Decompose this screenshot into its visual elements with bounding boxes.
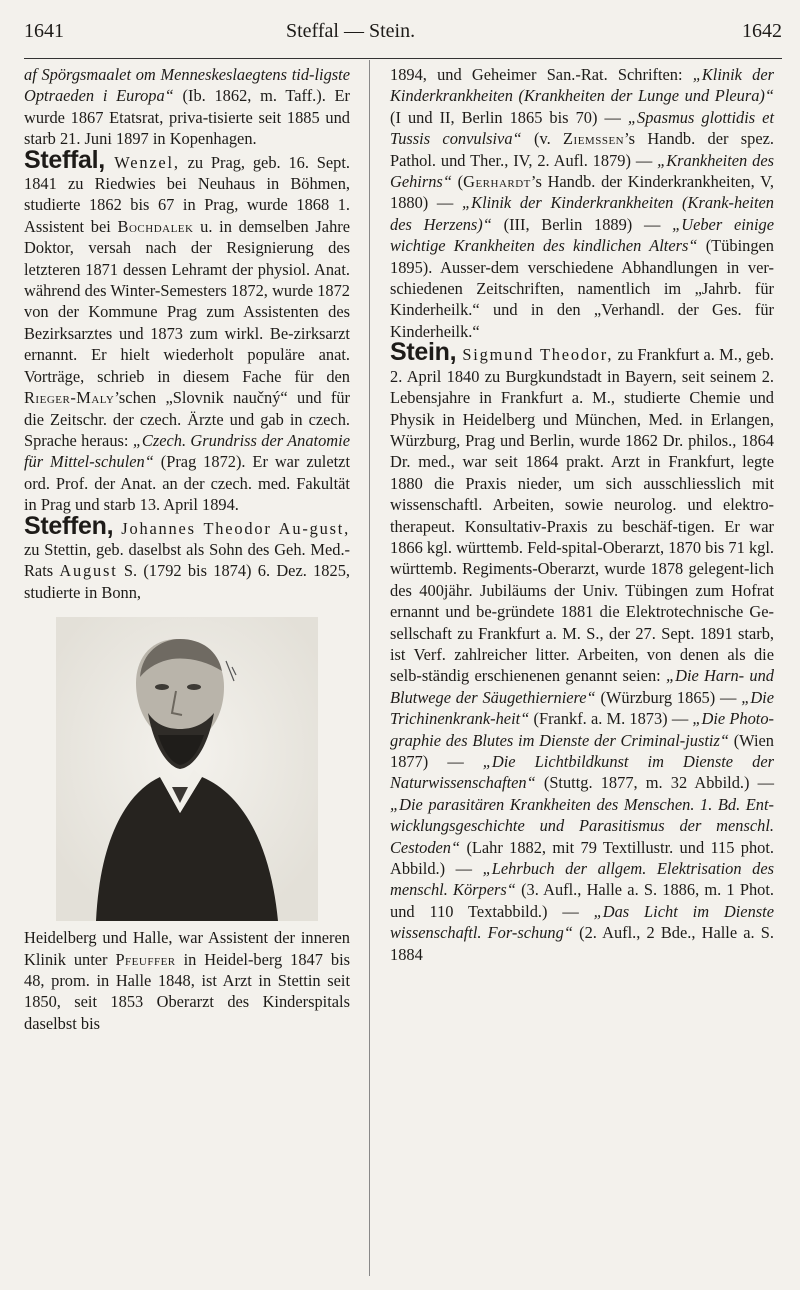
entry-steffen xyxy=(24,511,350,604)
entry-text: (Tübingen 1895). Ausser-dem verschiedene Abhandlungen in ver-schiedenen Zeitschriften, namentlich im „Jahrb. für Kinderheilk.“ und in den „Verhandl. der Ges. für Kinderheilk.“ xyxy=(390,236,775,341)
entry-text: (Frankf. a. M. 1873) — xyxy=(529,709,693,729)
work-title: „Die Trichinenkrank-heit“ xyxy=(390,687,774,729)
entry-text: (Lahr 1882, mit 79 Textillustr. und 115 phot. Abbild.) — xyxy=(390,837,774,879)
work-title: „Klinik der Kinderkrankheiten (Krank-heiten des Herzens)“ xyxy=(390,193,774,234)
entry-text: (2. Aufl., 2 Bde., Halle a. S. 1884 xyxy=(390,923,774,964)
work-title: „Ueber einige wichtige Krankheiten des kindlichen Alters“ xyxy=(390,214,774,256)
portrait-steffen xyxy=(56,617,318,921)
entry-text: (v. xyxy=(521,129,564,149)
entry-stein xyxy=(390,338,774,965)
page-number-left: 1641 xyxy=(24,20,64,42)
entry-text: (III, Berlin 1889) — xyxy=(491,214,673,234)
header-rule xyxy=(24,58,782,59)
entry-continuation xyxy=(24,927,350,1034)
running-title: Steffal — Stein. xyxy=(286,20,416,42)
portrait-image xyxy=(24,617,350,921)
person-name: Pfeuffer xyxy=(115,949,176,969)
page-number-right: 1642 xyxy=(742,20,782,42)
right-column xyxy=(390,64,774,965)
entry-text: zu Frankfurt a. M., geb. 2. April 1840 zu Burgkundstadt in Bayern, seit seinem 2. Lebensjahre in Frankfurt a. M., studierte Chemie und Physik in Heidelberg und München, Med. in Erlangen, Würzburg, Prag und Berlin, wurde 1862 Dr. philos., 1864 Dr. med., war seit 1864 prakt. Arzt in Frankfurt, legte 1880 die Praxis nieder, um sich ausschliesslich mit wissenschaftl. Arbeiten, sowie neurolog. und elektro-therapeut. Konsultativ-Praxis zu beschäf-tigen. Er war 1866 kgl. württemb. Feld-spital-Oberarzt, 1870 bis 71 kgl. württemb. Regiments-Oberarzt, wurde 1878 gelegent-lich des 400jähr. Jubiläums der Univ. Tübingen zum Hofrat ernannt und be-gründete 1881 die Elektrotechnische Ge-sellschaft zu Frankfurt a. M. S., der 27. Sept. 1891 starb, ist Verf. zahlreicher litter. Arbeiten, von denen als die selb-ständig erschienenen genannt seien: xyxy=(390,345,774,686)
page-header xyxy=(24,14,782,48)
entry-text: in Heidel-berg 1847 bis 48, prom. in Halle 1848, ist Arzt in Stettin seit 1850, seit 1853 Oberarzt des Kinderspitals daselbst bis xyxy=(24,949,350,1033)
entry-text: (Stuttg. 1877, m. 32 Abbild.) — xyxy=(535,773,774,793)
entry-headword: Steffal, xyxy=(24,145,105,174)
work-title: „Krankheiten des Gehirns“ xyxy=(390,150,774,192)
entry-text: (3. Aufl., Halle a. S. 1886, m. 1 Phot. und 110 Textabbild.) — xyxy=(390,880,774,921)
work-title: „Spasmus glottidis et Tussis convulsiva“ xyxy=(390,107,775,149)
entry-text: ’s Handb. der spez. Pathol. und Ther., IV, 2. Aufl. 1879) — xyxy=(390,129,775,170)
entry-text: Heidelberg und Halle, war Assistent der inneren Klinik unter xyxy=(24,928,350,969)
entry-text: ’schen „Slovnik naučný“ und für die Zeitschr. der czech. Ärzte und gab in czech. Sprache heraus: xyxy=(24,388,350,450)
entry-headword: Stein, xyxy=(390,338,457,367)
person-name: Ziemssen xyxy=(563,129,625,149)
work-title: „Das Licht im Dienste wissenschaftl. For-schung“ xyxy=(390,901,774,943)
entry-text: (Würzburg 1865) — xyxy=(595,687,742,707)
work-title: „Die parasitären Krankheiten des Menschen. 1. Bd. Ent-wicklungsgeschichte und Parasitismus der menschl. Cestoden“ xyxy=(390,794,774,857)
entry-text: zu Prag, geb. 16. Sept. 1841 zu Riedwies bei Neuhaus in Böhmen, studierte 1862 bis 67 in Prag, wurde 1868 1. Assistent bei xyxy=(24,152,351,236)
person-name: Gerhardt xyxy=(463,172,531,192)
entry-text: ’s Handb. der Kinderkrankheiten, V, 1880) — xyxy=(390,172,774,213)
entry-given-name: Sigmund Theodor, xyxy=(456,345,614,365)
entry-text: zu Stettin, geb. daselbst als Sohn des Geh. Med.-Rats xyxy=(24,539,350,581)
work-title: „Czech. Grundriss der Anatomie für Mittel-schulen“ xyxy=(24,430,350,472)
entry-text: ( xyxy=(451,172,464,192)
work-title: „Klinik der Kinderkrankheiten (Krankheiten der Lunge und Pleura)“ xyxy=(390,65,774,106)
entry-text: (Ib. 1862, m. Taff.). Er wurde 1867 Etatsrat, priva-tisierte seit 1885 und starb 21. Juni 1897 in Kopenhagen. xyxy=(24,86,351,149)
entry-text: 1894, und Geheimer San.-Rat. Schriften: xyxy=(390,65,693,84)
entry-continuation xyxy=(24,64,350,150)
work-title: „Die Lichtbildkunst im Dienste der Naturwissenschaften“ xyxy=(390,752,774,793)
entry-text: u. in demselben Jahre Doktor, versah nach der Resignierung des letzteren 1871 dessen Lehramt der physiol. Anat. während des Winter-Semesters 1872, wurde 1872 von der Kommune Prag zum Assistenten des Bezirksarztes und 1873 zum wirkl. Be-zirksarzt ernannt. Er hielt wiederholt populäre anat. Vorträge, schrieb in diesem Fache für den xyxy=(24,216,351,386)
work-title: af Spörgsmaalet om Menneskeslaegtens tid-ligste Optraeden i Europa“ xyxy=(24,65,350,106)
person-name: Bochdalek xyxy=(117,216,194,236)
work-title: „Lehrbuch der allgem. Elektrisation des menschl. Körpers“ xyxy=(390,859,774,900)
entry-text: (Wien 1877) — xyxy=(390,730,774,771)
entry-given-name: Wenzel, xyxy=(104,152,180,172)
column-divider xyxy=(369,60,370,1276)
entry-text: (I und II, Berlin 1865 bis 70) — xyxy=(390,107,628,127)
entry-steffal xyxy=(24,145,351,516)
left-column xyxy=(24,64,350,1034)
entry-continuation xyxy=(390,64,774,342)
entry-given-name: Johannes Theodor Au-gust, xyxy=(113,518,350,538)
entry-text: (Prag 1872). Er war zuletzt ord. Prof. der Anat. an der czech. med. Fakultät in Prag und starb 13. April 1894. xyxy=(24,452,350,515)
work-title: „Die Photo-graphie des Blutes im Dienste der Criminal-justiz“ xyxy=(390,709,774,750)
person-name: August xyxy=(59,561,118,581)
work-title: „Die Harn- und Blutwege der Säugethierniere“ xyxy=(390,666,774,707)
entry-text: S. (1792 bis 1874) 6. Dez. 1825, studierte in Bonn, xyxy=(24,561,350,602)
person-name: Rieger-Maly xyxy=(24,388,115,408)
entry-headword: Steffen, xyxy=(24,511,114,540)
